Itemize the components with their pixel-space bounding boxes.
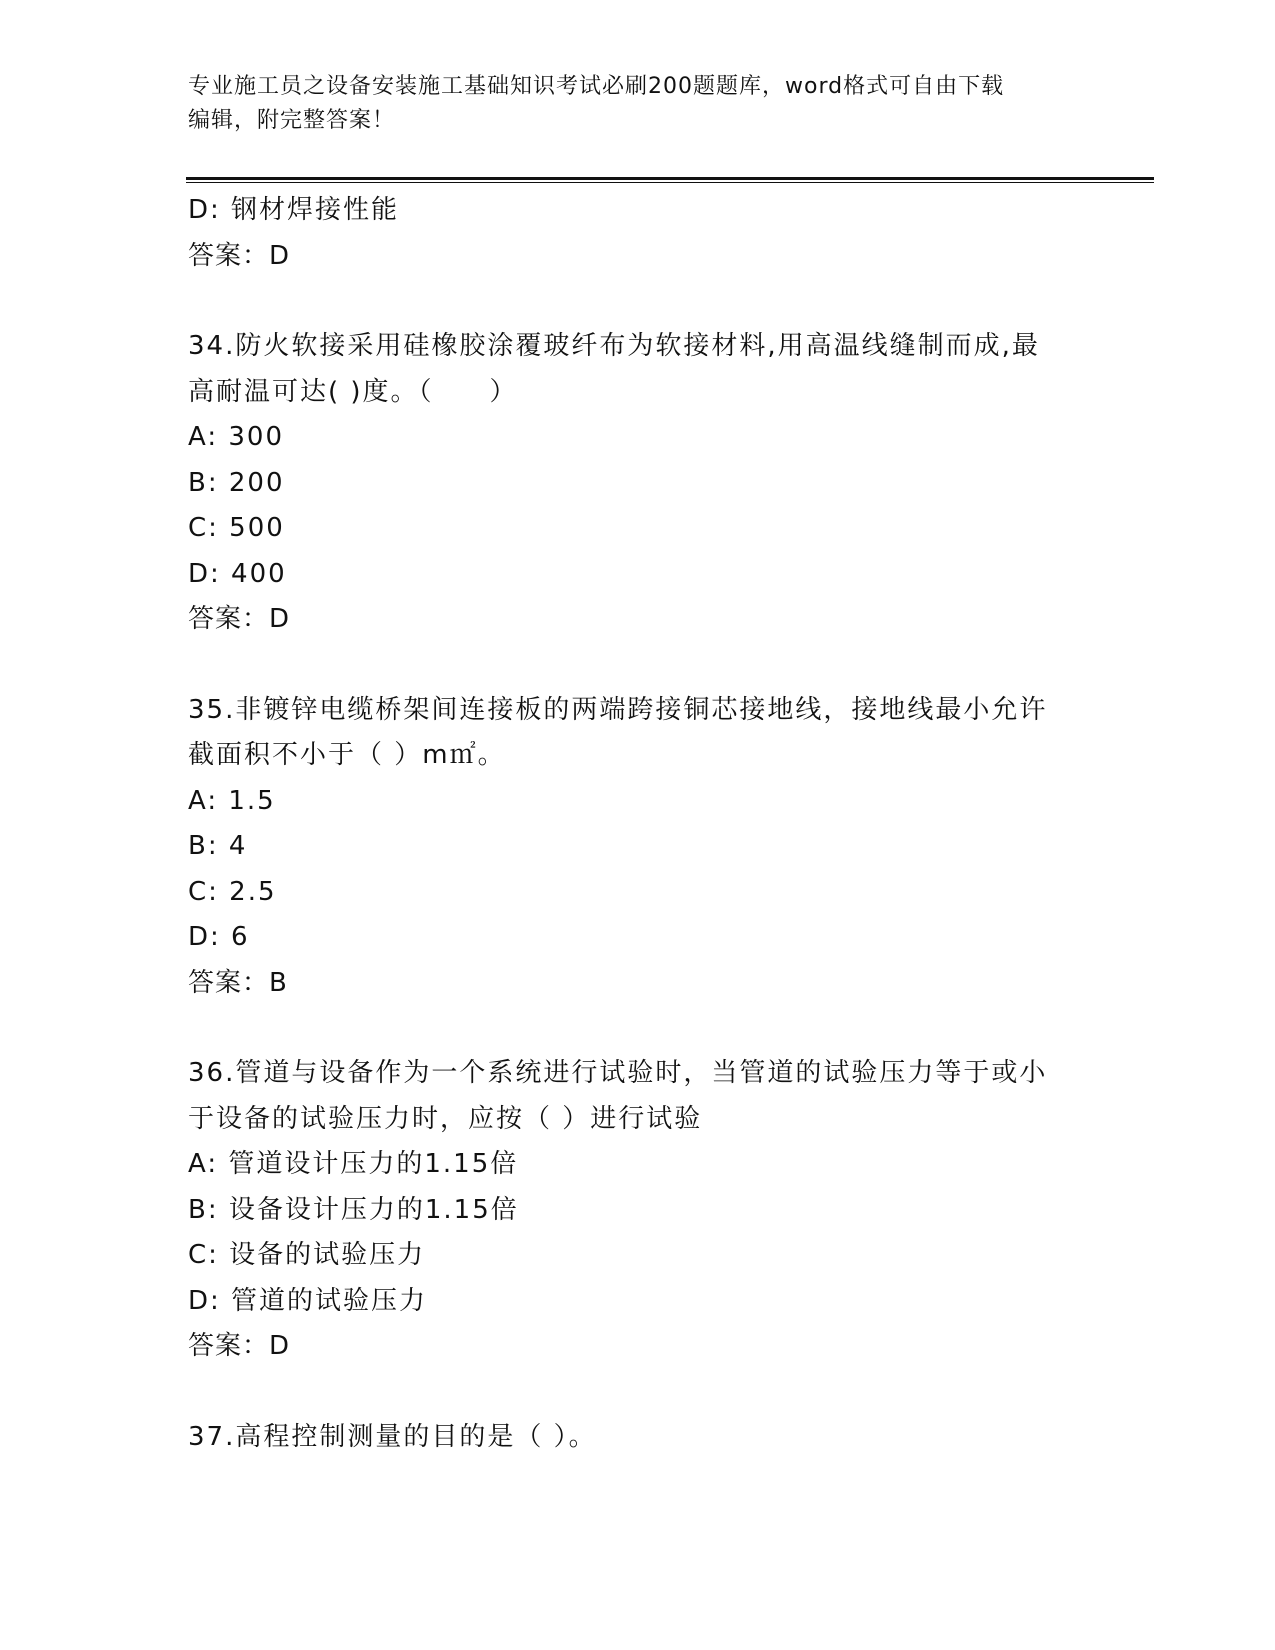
spacer bbox=[188, 643, 1088, 688]
previous-option-d: D: 钢材焊接性能 bbox=[188, 195, 400, 225]
question-35 bbox=[188, 688, 1088, 1007]
option-b: B: 200 bbox=[188, 467, 285, 498]
question-text: 36.管道与设备作为一个系统进行试验时，当管道的试验压力等于或小 bbox=[188, 1058, 1048, 1088]
option-c: C: 设备的试验压力 bbox=[188, 1240, 426, 1270]
option-a: A: 管道设计压力的1.15倍 bbox=[188, 1149, 519, 1179]
answer: 答案：D bbox=[188, 1331, 291, 1361]
question-36 bbox=[188, 1051, 1088, 1370]
header-title-line-2: 编辑，附完整答案！ bbox=[188, 108, 396, 133]
option-d: D: 管道的试验压力 bbox=[188, 1285, 428, 1316]
option-a: A: 1.5 bbox=[188, 785, 276, 816]
option-c: C: 500 bbox=[188, 513, 285, 543]
question-text: 截面积不小于（ ）m㎡。 bbox=[188, 740, 506, 770]
option-b: B: 设备设计压力的1.15倍 bbox=[188, 1194, 519, 1225]
question-text: 于设备的试验压力时，应按（ ）进行试验 bbox=[188, 1103, 703, 1134]
question-text: 35.非镀锌电缆桥架间连接板的两端跨接铜芯接地线，接地线最小允许 bbox=[188, 694, 1048, 725]
header-title-line-1: 专业施工员之设备安装施工基础知识考试必刷200题题库，word格式可自由下载 bbox=[188, 74, 1005, 99]
answer: 答案：D bbox=[188, 604, 291, 634]
option-d: D: 400 bbox=[188, 558, 287, 589]
question-text: 34.防火软接采用硅橡胶涂覆玻纤布为软接材料,用高温线缝制而成,最 bbox=[188, 331, 1040, 361]
question-text: 高耐温可达( )度。（ ） bbox=[188, 376, 518, 407]
option-d: D: 6 bbox=[188, 922, 250, 952]
header-divider-thick bbox=[186, 177, 1154, 180]
answer: 答案：B bbox=[188, 967, 288, 998]
option-b: B: 4 bbox=[188, 831, 248, 861]
question-list bbox=[188, 188, 1088, 1460]
spacer bbox=[188, 1370, 1088, 1415]
option-c: C: 2.5 bbox=[188, 876, 277, 907]
previous-answer: 答案：D bbox=[188, 240, 291, 271]
question-37 bbox=[188, 1415, 1088, 1461]
question-text: 37.高程控制测量的目的是（ ）。 bbox=[188, 1421, 597, 1452]
spacer bbox=[188, 1006, 1088, 1051]
spacer bbox=[188, 279, 1088, 324]
question-34 bbox=[188, 324, 1088, 643]
page-header bbox=[188, 70, 1068, 138]
option-a: A: 300 bbox=[188, 422, 284, 452]
header-divider-thin bbox=[186, 182, 1154, 183]
